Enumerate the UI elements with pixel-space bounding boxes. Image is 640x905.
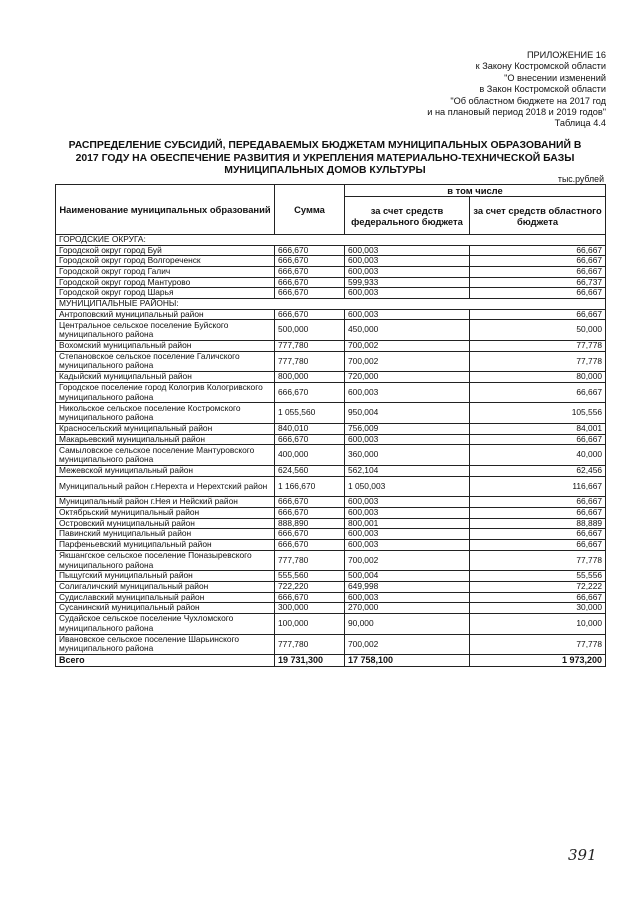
cell-regional: 50,000 [470, 320, 606, 341]
header-federal: за счет средств федерального бюджета [345, 197, 470, 235]
cell-federal: 562,104 [345, 466, 470, 477]
title-line: МУНИЦИПАЛЬНЫХ ДОМОВ КУЛЬТУРЫ [224, 165, 426, 177]
cell-regional: 105,556 [470, 403, 606, 424]
cell-sum: 666,670 [275, 529, 345, 540]
cell-sum: 666,670 [275, 508, 345, 519]
cell-regional: 66,667 [470, 529, 606, 540]
cell-name: Никольское сельское поселение Костромского муниципального района [56, 403, 275, 424]
cell-name: Самыловское сельское поселение Мантуровского муниципального района [56, 445, 275, 466]
cell-sum: 777,780 [275, 340, 345, 351]
cell-federal: 270,000 [345, 603, 470, 614]
table-row [56, 372, 606, 383]
cell-name: Якшангское сельское поселение Поназыревского муниципального района [56, 550, 275, 571]
cell-regional: 66,667 [470, 245, 606, 256]
cell-name: Городской округ город Шарья [56, 288, 275, 299]
cell-federal: 700,002 [345, 550, 470, 571]
page-number: 391 [568, 846, 597, 864]
cell-regional: 66,667 [470, 266, 606, 277]
cell-federal: 599,933 [345, 277, 470, 288]
cell-name: Ивановское сельское поселение Шарьинского муниципального района [56, 634, 275, 655]
table-row [56, 288, 606, 299]
cell-regional: 66,667 [470, 309, 606, 320]
table-row [56, 351, 606, 372]
table-row [56, 508, 606, 519]
subsidy-table [55, 184, 606, 667]
cell-regional: 66,667 [470, 592, 606, 603]
cell-name: Солигаличский муниципальный район [56, 582, 275, 593]
cell-sum: 777,780 [275, 550, 345, 571]
table-row [56, 592, 606, 603]
cell-regional: 77,778 [470, 550, 606, 571]
cell-regional: 66,667 [470, 256, 606, 267]
cell-name: Антроповский муниципальный район [56, 309, 275, 320]
cell-name: Городской округ город Галич [56, 266, 275, 277]
appendix-line: в Закон Костромской области [479, 84, 606, 95]
cell-sum: 666,670 [275, 592, 345, 603]
cell-name: Центральное сельское поселение Буйского муниципального района [56, 320, 275, 341]
table-row [56, 571, 606, 582]
cell-regional: 66,667 [470, 288, 606, 299]
cell-name: Сусанинский муниципальный район [56, 603, 275, 614]
title-line: 2017 ГОДУ НА ОБЕСПЕЧЕНИЕ РАЗВИТИЯ И УКРЕПЛЕНИЯ МАТЕРИАЛЬНО-ТЕХНИЧЕСКОЙ БАЗЫ [75, 152, 575, 164]
cell-regional: 72,222 [470, 582, 606, 593]
section-label: МУНИЦИПАЛЬНЫЕ РАЙОНЫ: [56, 299, 606, 310]
table-row [56, 424, 606, 435]
appendix-line: к Закону Костромской области [475, 61, 606, 72]
table-row [56, 320, 606, 341]
table-row [56, 309, 606, 320]
cell-name: Городской округ город Волгореченск [56, 256, 275, 267]
appendix-line: "О внесении изменений [504, 72, 606, 83]
table-row [56, 266, 606, 277]
total-row [56, 655, 606, 667]
cell-federal: 600,003 [345, 434, 470, 445]
cell-name: Парфеньевский муниципальный район [56, 540, 275, 551]
appendix-line: "Об областном бюджете на 2017 год [450, 95, 606, 106]
table-row [56, 476, 606, 497]
section-label: ГОРОДСКИЕ ОКРУГА: [56, 235, 606, 246]
cell-sum: 555,560 [275, 571, 345, 582]
cell-name: Островский муниципальный район [56, 518, 275, 529]
cell-federal: 600,003 [345, 309, 470, 320]
units-label: тыс.рублей [557, 174, 604, 184]
cell-name: Муниципальный район г.Нея и Нейский район [56, 497, 275, 508]
cell-name: Вохомский муниципальный район [56, 340, 275, 351]
cell-regional: 1 973,200 [470, 655, 606, 667]
table-row [56, 529, 606, 540]
cell-sum: 100,000 [275, 614, 345, 635]
cell-regional: 66,667 [470, 508, 606, 519]
cell-federal: 600,003 [345, 245, 470, 256]
cell-sum: 624,560 [275, 466, 345, 477]
cell-sum: 722,220 [275, 582, 345, 593]
cell-name: Кадыйский муниципальный район [56, 372, 275, 383]
cell-sum: 666,670 [275, 382, 345, 403]
document-title [55, 140, 595, 178]
cell-federal: 450,000 [345, 320, 470, 341]
appendix-line: и на плановый период 2018 и 2019 годов" [427, 107, 606, 118]
table-row [56, 434, 606, 445]
cell-federal: 756,009 [345, 424, 470, 435]
cell-sum: 888,890 [275, 518, 345, 529]
cell-sum: 666,670 [275, 277, 345, 288]
cell-sum: 666,670 [275, 266, 345, 277]
cell-name: Павинский муниципальный район [56, 529, 275, 540]
cell-regional: 10,000 [470, 614, 606, 635]
cell-federal: 90,000 [345, 614, 470, 635]
cell-federal: 700,002 [345, 351, 470, 372]
cell-regional: 40,000 [470, 445, 606, 466]
table-row [56, 634, 606, 655]
cell-regional: 77,778 [470, 634, 606, 655]
cell-name: Октябрьский муниципальный район [56, 508, 275, 519]
section-row [56, 235, 606, 246]
table-row [56, 518, 606, 529]
cell-federal: 600,003 [345, 497, 470, 508]
title-line: РАСПРЕДЕЛЕНИЕ СУБСИДИЙ, ПЕРЕДАВАЕМЫХ БЮДЖЕТАМ МУНИЦИПАЛЬНЫХ ОБРАЗОВАНИЙ В [68, 140, 582, 151]
cell-regional: 66,737 [470, 277, 606, 288]
section-row [56, 299, 606, 310]
cell-name: Степановское сельское поселение Галичского муниципального района [56, 351, 275, 372]
cell-name: Макарьевский муниципальный район [56, 434, 275, 445]
cell-sum: 400,000 [275, 445, 345, 466]
cell-regional: 116,667 [470, 476, 606, 497]
cell-name: Всего [56, 655, 275, 667]
table-row [56, 466, 606, 477]
cell-federal: 700,002 [345, 340, 470, 351]
cell-sum: 1 055,560 [275, 403, 345, 424]
cell-regional: 66,667 [470, 382, 606, 403]
table-row [56, 245, 606, 256]
cell-sum: 300,000 [275, 603, 345, 614]
table-row [56, 403, 606, 424]
cell-sum: 666,670 [275, 256, 345, 267]
cell-name: Муниципальный район г.Нерехта и Нерехтский район [56, 476, 275, 497]
cell-name: Красносельский муниципальный район [56, 424, 275, 435]
cell-federal: 500,004 [345, 571, 470, 582]
cell-federal: 700,002 [345, 634, 470, 655]
cell-federal: 800,001 [345, 518, 470, 529]
table-row [56, 256, 606, 267]
cell-sum: 777,780 [275, 351, 345, 372]
cell-sum: 500,000 [275, 320, 345, 341]
table-row [56, 382, 606, 403]
cell-sum: 666,670 [275, 540, 345, 551]
cell-name: Судиславский муниципальный район [56, 592, 275, 603]
cell-regional: 77,778 [470, 340, 606, 351]
cell-sum: 666,670 [275, 309, 345, 320]
table-row [56, 340, 606, 351]
cell-federal: 600,003 [345, 508, 470, 519]
cell-name: Городское поселение город Кологрив Кологривского муниципального района [56, 382, 275, 403]
header-sum: Сумма [275, 185, 345, 235]
table-row [56, 582, 606, 593]
cell-sum: 1 166,670 [275, 476, 345, 497]
header-regional: за счет средств областного бюджета [470, 197, 606, 235]
cell-sum: 666,670 [275, 288, 345, 299]
cell-regional: 77,778 [470, 351, 606, 372]
cell-sum: 800,000 [275, 372, 345, 383]
table-number: Таблица 4.4 [554, 118, 606, 129]
cell-federal: 600,003 [345, 540, 470, 551]
cell-federal: 600,003 [345, 529, 470, 540]
cell-regional: 66,667 [470, 540, 606, 551]
cell-federal: 600,003 [345, 382, 470, 403]
table-body [56, 235, 606, 667]
cell-regional: 66,667 [470, 434, 606, 445]
cell-federal: 360,000 [345, 445, 470, 466]
cell-federal: 600,003 [345, 288, 470, 299]
cell-regional: 66,667 [470, 497, 606, 508]
cell-federal: 17 758,100 [345, 655, 470, 667]
cell-name: Судайское сельское поселение Чухломского муниципального района [56, 614, 275, 635]
header-name: Наименование муниципальных образований [56, 185, 275, 235]
cell-name: Городской округ город Мантурово [56, 277, 275, 288]
table-row [56, 550, 606, 571]
cell-regional: 55,556 [470, 571, 606, 582]
cell-sum: 666,670 [275, 497, 345, 508]
cell-sum: 840,010 [275, 424, 345, 435]
appendix-line: ПРИЛОЖЕНИЕ 16 [526, 50, 606, 60]
cell-regional: 88,889 [470, 518, 606, 529]
cell-federal: 600,003 [345, 256, 470, 267]
cell-sum: 19 731,300 [275, 655, 345, 667]
cell-regional: 30,000 [470, 603, 606, 614]
table-row [56, 603, 606, 614]
cell-federal: 600,003 [345, 592, 470, 603]
cell-name: Городской округ город Буй [56, 245, 275, 256]
cell-regional: 62,456 [470, 466, 606, 477]
cell-federal: 649,998 [345, 582, 470, 593]
cell-sum: 777,780 [275, 634, 345, 655]
cell-federal: 1 050,003 [345, 476, 470, 497]
cell-federal: 950,004 [345, 403, 470, 424]
table-row [56, 614, 606, 635]
appendix-header [286, 50, 606, 130]
cell-federal: 720,000 [345, 372, 470, 383]
table-row [56, 445, 606, 466]
cell-name: Межевской муниципальный район [56, 466, 275, 477]
cell-name: Пыщугский муниципальный район [56, 571, 275, 582]
cell-federal: 600,003 [345, 266, 470, 277]
header-including: в том числе [345, 185, 606, 197]
cell-regional: 84,001 [470, 424, 606, 435]
table-row [56, 540, 606, 551]
table-row [56, 497, 606, 508]
cell-regional: 80,000 [470, 372, 606, 383]
cell-sum: 666,670 [275, 434, 345, 445]
table-row [56, 277, 606, 288]
cell-sum: 666,670 [275, 245, 345, 256]
